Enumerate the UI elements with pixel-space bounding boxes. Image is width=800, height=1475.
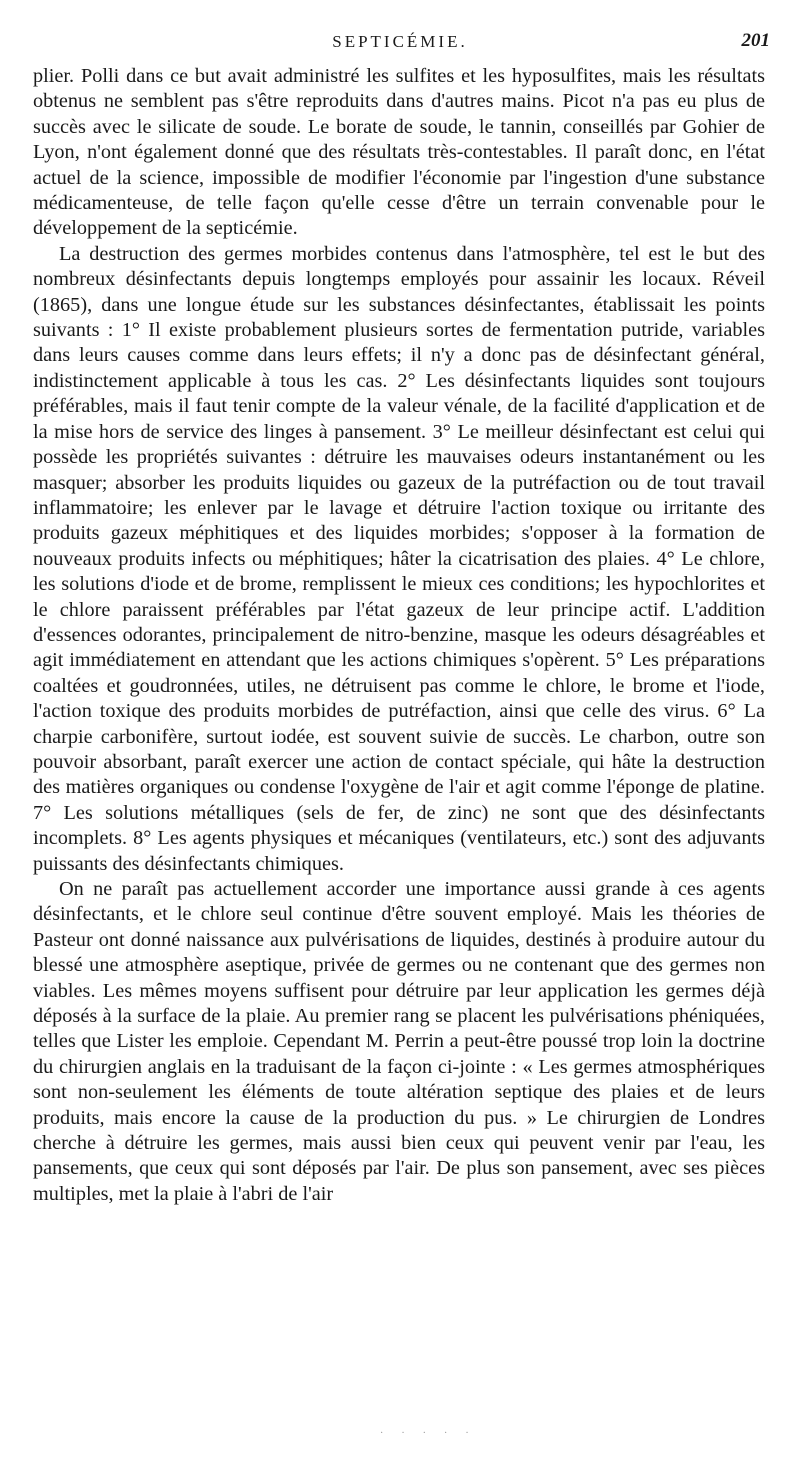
body-text [33,64,765,1207]
paragraph-pasteur-lister: On ne paraît pas actuellement accorder une importance aussi grande à ces agents désinfectants, et le chlore seul continue d'être souvent employé. Mais les théories de Pasteur ont donné naissance aux pulvérisations de liquides, destinés à produire autour du blessé une atmosphère aseptique, privée de germes ou ne contenant que des germes non viables. Les mêmes moyens suffisent pour détruire par leur application les germes déjà déposés à la surface de la plaie. Au premier rang se placent les pulvérisations phéniquées, telles que Lister les emploie. Cependant M. Perrin a peut-être poussé trop loin la doctrine du chirurgien anglais en la traduisant de la façon ci-jointe : « Les germes atmosphériques sont non-seulement les éléments de toute altération septique des plaies et de leurs produits, mais encore la cause de la production du pus. » Le chirurgien de Londres cherche à détruire les germes, mais aussi bien ceux qui peuvent venir par l'eau, les pansements, que ceux qui sont déposés par l'air. De plus son pansement, avec ses pièces multiples, met la plaie à l'abri de l'air [33,878,765,1205]
page-number: 201 [741,30,770,51]
print-specks: ····· [380,1428,487,1439]
paragraph-disinfectants: La destruction des germes morbides contenus dans l'atmosphère, tel est le but des nombreux désinfectants depuis longtemps employés pour assainir les locaux. Réveil (1865), dans une longue étude sur les substances désinfectantes, établissait les points suivants : 1° Il existe probablement plusieurs sortes de fermentation putride, variables dans leurs causes comme dans leurs effets; il n'y a donc pas de désinfectant général, indistinctement applicable à tous les cas. 2° Les désinfectants liquides sont toujours préférables, mais il faut tenir compte de la valeur vénale, de la facilité d'application et de la mise hors de service des linges à pansement. 3° Le meilleur désinfectant est celui qui possède les propriétés suivantes : détruire les mauvaises odeurs instantanément ou les masquer; absorber les produits liquides ou gazeux de la putréfaction ou de tout travail inflammatoire; les enlever par le lavage et détruire l'action toxique ou irritante des produits gazeux méphitiques et des liquides morbides; s'opposer à la formation de nouveaux produits infects ou méphitiques; hâter la cicatrisation des plaies. 4° Le chlore, les solutions d'iode et de brome, remplissent le mieux ces conditions; les hypochlorites et le chlore paraissent préférables par l'état gazeux de leur principe actif. L'addition d'essences odorantes, principalement de nitro-benzine, masque les odeurs désagréables et agit immédiatement en attendant que les actions chimiques s'opèrent. 5° Les préparations coaltées et goudronnées, utiles, ne détruisent pas comme le chlore, le brome et l'iode, l'action toxique des produits morbides de putréfaction, ainsi que celle des virus. 6° La charpie carbonifère, surtout iodée, est souvent suivie de succès. Le charbon, outre son pouvoir absorbant, paraît exercer une action de contact spéciale, qui hâte la destruction des matières organiques ou condense l'oxygène de l'air et agit comme l'éponge de platine. 7° Les solutions métalliques (sels de fer, de zinc) ne sont que des désinfectants incomplets. 8° Les agents physiques et mécaniques (ventilateurs, etc.) sont des adjuvants puissants des désinfectants chimiques. [33,242,765,875]
paragraph-continued: plier. Polli dans ce but avait administré les sulfites et les hyposulfites, mais les résultats obtenus ne semblent pas s'être reproduits dans d'autres mains. Picot n'a pas eu plus de succès avec le silicate de soude. Le borate de soude, le tannin, conseillés par Gohier de Lyon, n'ont également donné que des résultats très-contestables. Il paraît donc, en l'état actuel de la science, impossible de modifier l'économie par l'ingestion d'une substance médicamenteuse, de telle façon qu'elle cesse d'être un terrain convenable pour le développement de la septicémie. [33,65,765,240]
running-head [30,30,770,60]
running-title: SEPTICÉMIE. [332,32,468,51]
